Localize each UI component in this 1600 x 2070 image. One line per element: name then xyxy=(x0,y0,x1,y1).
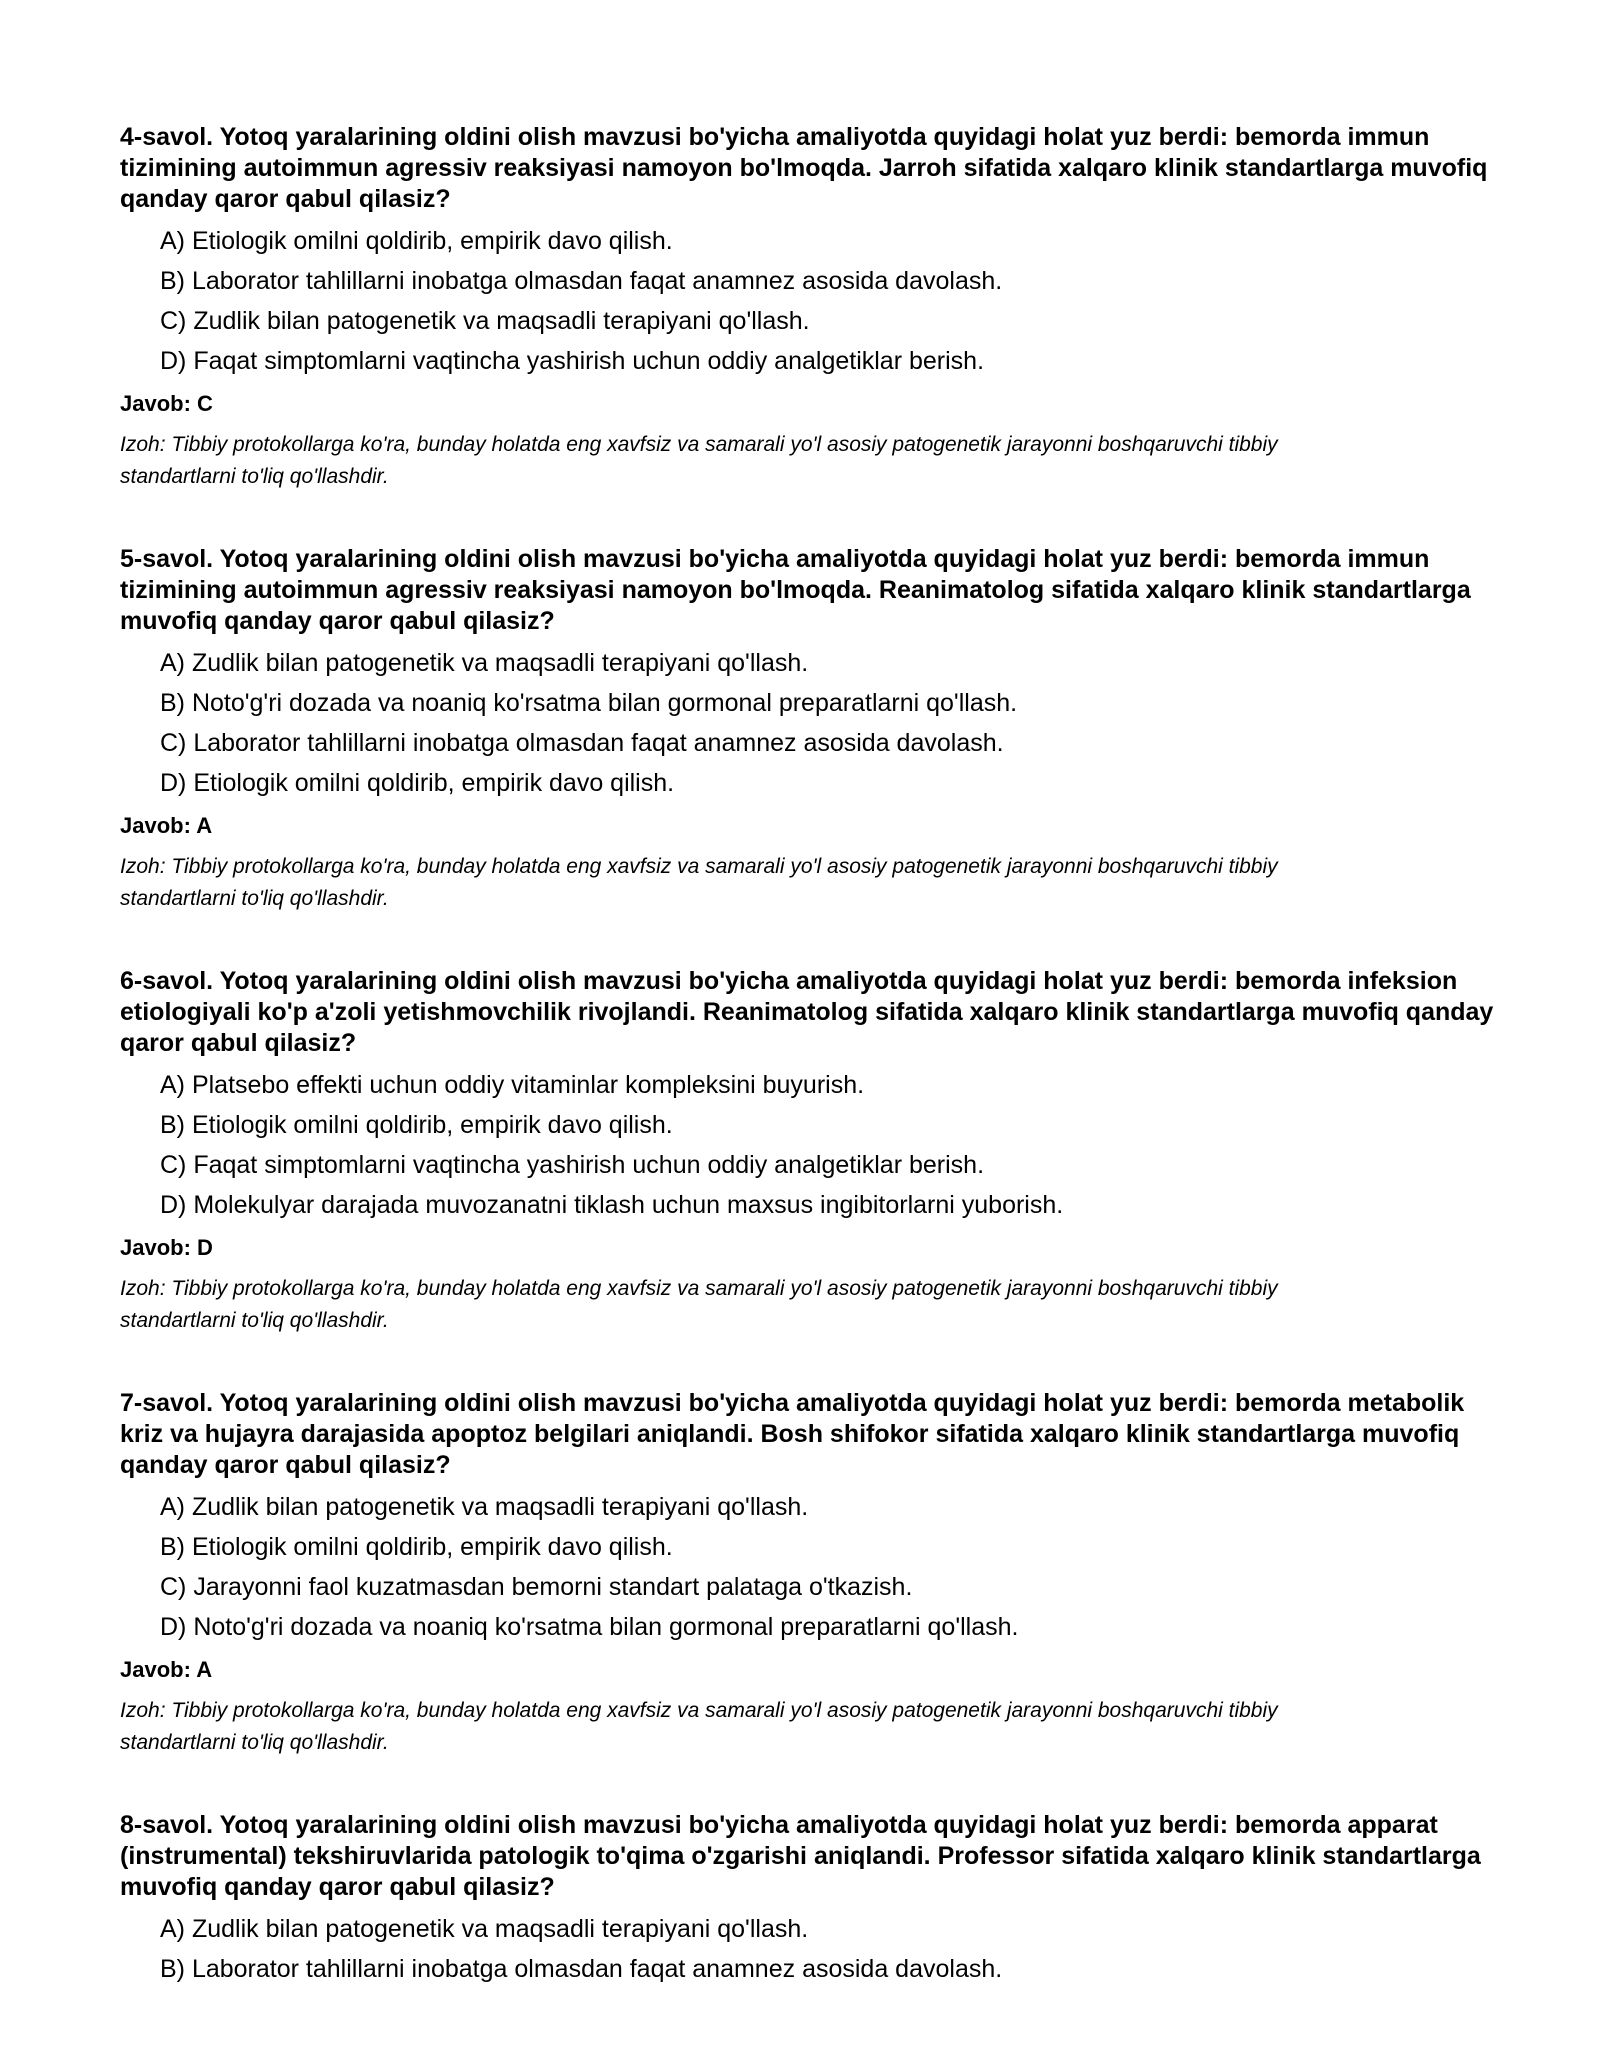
question-5 xyxy=(120,544,1500,915)
question-6 xyxy=(120,966,1500,1337)
question-text: 7-savol. Yotoq yaralarining oldini olish mavzusi bo'yicha amaliyotda quyidagi holat yuz berdi: bemorda metabolik kriz va hujayra darajasida apoptoz belgilari aniqlandi. Bosh shifokor sifatida xalqaro klinik standartlarga muvofiq qanday qaror qabul qilasiz? xyxy=(120,1389,1465,1479)
option-c: C) Zudlik bilan patogenetik va maqsadli terapiyani qo'llash. xyxy=(160,307,810,335)
option-a: A) Zudlik bilan patogenetik va maqsadli terapiyani qo'llash. xyxy=(160,649,809,677)
option-c: C) Jarayonni faol kuzatmasdan bemorni standart palataga o'tkazish. xyxy=(160,1573,913,1601)
option-d: D) Molekulyar darajada muvozanatni tiklash uchun maxsus ingibitorlarni yuborish. xyxy=(160,1191,1064,1219)
option-b: B) Laborator tahlillarni inobatga olmasdan faqat anamnez asosida davolash. xyxy=(160,1955,1003,1983)
question-text: 6-savol. Yotoq yaralarining oldini olish mavzusi bo'yicha amaliyotda quyidagi holat yuz berdi: bemorda infeksion etiologiyali ko'p a'zoli yetishmovchilik rivojlandi. Reanimatolog sifatida xalqaro klinik standartlarga muvofiq qanday qaror qabul qilasiz? xyxy=(120,967,1494,1057)
answer: Javob: D xyxy=(120,1235,213,1260)
option-b: B) Laborator tahlillarni inobatga olmasdan faqat anamnez asosida davolash. xyxy=(160,267,1003,295)
options-list xyxy=(120,1071,1500,1231)
option-c: C) Laborator tahlillarni inobatga olmasdan faqat anamnez asosida davolash. xyxy=(160,729,1004,757)
question-text: 5-savol. Yotoq yaralarining oldini olish mavzusi bo'yicha amaliyotda quyidagi holat yuz berdi: bemorda immun tizimining autoimmun agressiv reaksiyasi namoyon bo'lmoqda. Reanimatolog sifatida xalqaro klinik standartlarga muvofiq qanday qaror qabul qilasiz? xyxy=(120,545,1471,635)
options-list xyxy=(120,1915,1500,1995)
option-a: A) Zudlik bilan patogenetik va maqsadli terapiyani qo'llash. xyxy=(160,1493,809,1521)
option-a: A) Etiologik omilni qoldirib, empirik davo qilish. xyxy=(160,227,673,255)
question-text: 8-savol. Yotoq yaralarining oldini olish mavzusi bo'yicha amaliyotda quyidagi holat yuz berdi: bemorda apparat (instrumental) tekshiruvlarida patologik to'qima o'zgarishi aniqlandi. Professor sifatida xalqaro klinik standartlarga muvofiq qanday qaror qabul qilasiz? xyxy=(120,1811,1481,1901)
option-d: D) Noto'g'ri dozada va noaniq ko'rsatma bilan gormonal preparatlarni qo'llash. xyxy=(160,1613,1019,1641)
options-list xyxy=(120,227,1500,387)
explanation: Izoh: Tibbiy protokollarga ko'ra, bunday holatda eng xavfsiz va samarali yo'l asosiy patogenetik jarayonni boshqaruvchi tibbiy standartlarni to'liq qo'llashdir. xyxy=(120,1277,1278,1332)
options-list xyxy=(120,1493,1500,1653)
answer: Javob: C xyxy=(120,391,213,416)
option-d: D) Faqat simptomlarni vaqtincha yashirish uchun oddiy analgetiklar berish. xyxy=(160,347,985,375)
option-a: A) Platsebo effekti uchun oddiy vitaminlar kompleksini buyurish. xyxy=(160,1071,865,1099)
explanation: Izoh: Tibbiy protokollarga ko'ra, bunday holatda eng xavfsiz va samarali yo'l asosiy patogenetik jarayonni boshqaruvchi tibbiy standartlarni to'liq qo'llashdir. xyxy=(120,433,1278,488)
document-page xyxy=(120,122,1500,2046)
options-list xyxy=(120,649,1500,809)
option-b: B) Noto'g'ri dozada va noaniq ko'rsatma bilan gormonal preparatlarni qo'llash. xyxy=(160,689,1018,717)
answer: Javob: A xyxy=(120,1657,213,1682)
question-7 xyxy=(120,1388,1500,1759)
answer: Javob: A xyxy=(120,813,213,838)
explanation: Izoh: Tibbiy protokollarga ko'ra, bunday holatda eng xavfsiz va samarali yo'l asosiy patogenetik jarayonni boshqaruvchi tibbiy standartlarni to'liq qo'llashdir. xyxy=(120,1699,1278,1754)
option-b: B) Etiologik omilni qoldirib, empirik davo qilish. xyxy=(160,1111,673,1139)
question-4 xyxy=(120,122,1500,493)
question-text: 4-savol. Yotoq yaralarining oldini olish mavzusi bo'yicha amaliyotda quyidagi holat yuz berdi: bemorda immun tizimining autoimmun agressiv reaksiyasi namoyon bo'lmoqda. Jarroh sifatida xalqaro klinik standartlarga muvofiq qanday qaror qabul qilasiz? xyxy=(120,123,1488,213)
option-c: C) Faqat simptomlarni vaqtincha yashirish uchun oddiy analgetiklar berish. xyxy=(160,1151,985,1179)
question-8 xyxy=(120,1810,1500,1995)
option-b: B) Etiologik omilni qoldirib, empirik davo qilish. xyxy=(160,1533,673,1561)
explanation: Izoh: Tibbiy protokollarga ko'ra, bunday holatda eng xavfsiz va samarali yo'l asosiy patogenetik jarayonni boshqaruvchi tibbiy standartlarni to'liq qo'llashdir. xyxy=(120,855,1278,910)
option-d: D) Etiologik omilni qoldirib, empirik davo qilish. xyxy=(160,769,675,797)
option-a: A) Zudlik bilan patogenetik va maqsadli terapiyani qo'llash. xyxy=(160,1915,809,1943)
